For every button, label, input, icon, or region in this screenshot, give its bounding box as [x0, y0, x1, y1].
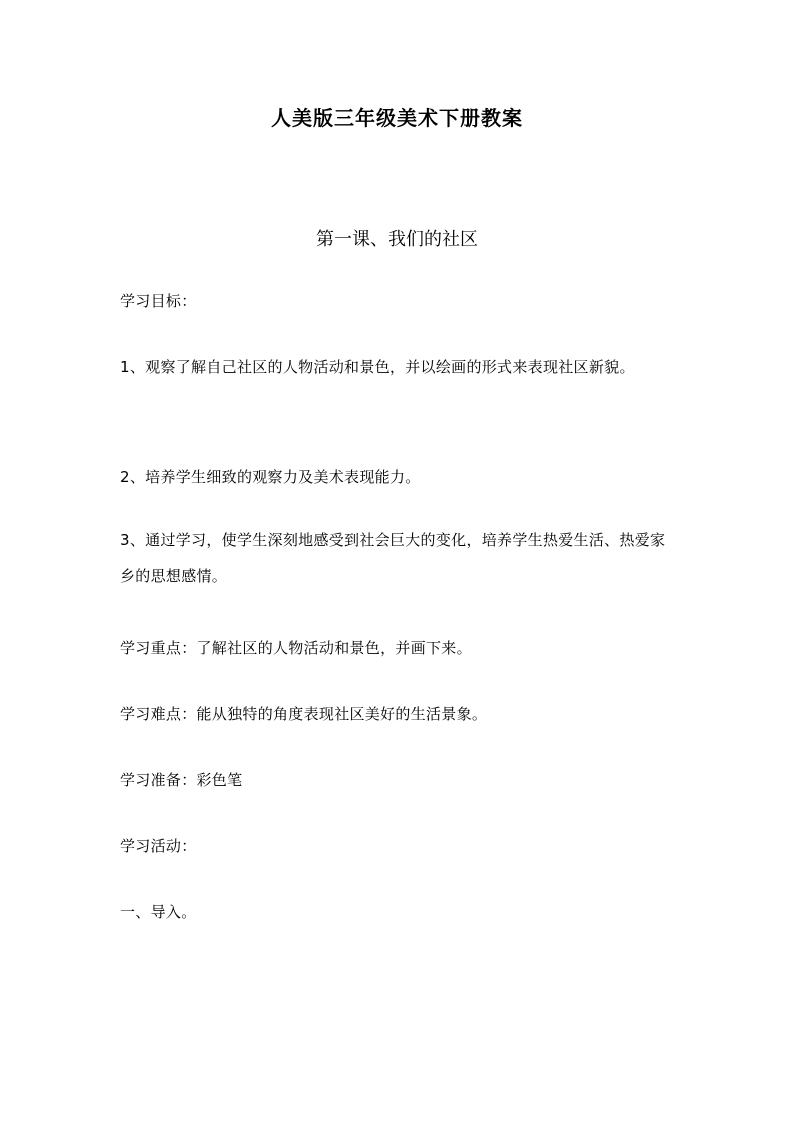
- learning-goals-heading: 学习目标：: [120, 292, 197, 310]
- lesson-title: 第一课、我们的社区: [316, 229, 478, 250]
- goal-item-2: 2、培养学生细致的观察力及美术表现能力。: [120, 468, 421, 486]
- intro-section: 一、导入。: [120, 903, 197, 921]
- preparation: 学习准备：彩色笔: [120, 771, 243, 789]
- document-title: 人美版三年级美术下册教案: [271, 106, 523, 130]
- goal-item-1: 1、观察了解自己社区的人物活动和景色，并以绘画的形式来表现社区新貌。: [120, 358, 635, 376]
- key-point: 学习重点：了解社区的人物活动和景色，并画下来。: [120, 639, 472, 657]
- difficulty-point: 学习难点：能从独特的角度表现社区美好的生活景象。: [120, 705, 488, 723]
- activities-heading: 学习活动：: [120, 837, 197, 855]
- goal-item-3: 3、通过学习，使学生深刻地感受到社会巨大的变化，培养学生热爱生活、热爱家乡的思想感情。: [120, 531, 666, 585]
